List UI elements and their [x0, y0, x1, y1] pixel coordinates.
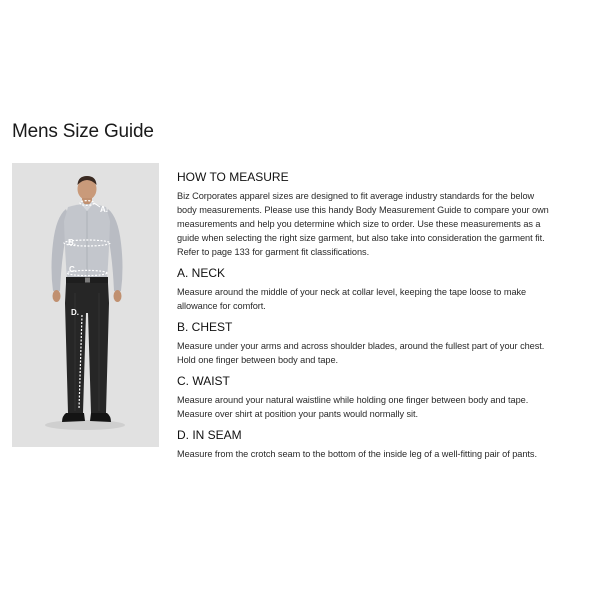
- marker-b: B.: [68, 238, 76, 247]
- section-heading: D. IN SEAM: [177, 428, 242, 442]
- model-trousers: [65, 283, 109, 413]
- section-heading: C. WAIST: [177, 374, 230, 388]
- model-illustration: [12, 163, 159, 447]
- belt-buckle: [85, 278, 90, 283]
- marker-a: A.: [100, 205, 108, 214]
- section-body: Measure around the middle of your neck at collar level, keeping the tape loose to make allowance for comfort.: [177, 287, 527, 311]
- section-in-seam: [177, 428, 549, 461]
- page-title: Mens Size Guide: [12, 121, 154, 142]
- section-body: Measure from the crotch seam to the bottom of the inside leg of a well-fitting pair of pants.: [177, 449, 537, 459]
- section-waist: [177, 374, 549, 421]
- marker-c: C.: [69, 265, 77, 274]
- section-heading: B. CHEST: [177, 320, 233, 334]
- section-chest: [177, 320, 549, 367]
- section-heading: A. NECK: [177, 266, 226, 280]
- section-how-to-measure: [177, 170, 549, 259]
- section-heading: HOW TO MEASURE: [177, 170, 289, 184]
- floor-shadow: [45, 420, 125, 430]
- model-left-shoe: [62, 413, 85, 422]
- model-left-hand: [53, 290, 61, 302]
- model-right-hand: [114, 290, 122, 302]
- section-body: Measure around your natural waistline while holding one finger between body and tape. Measure over shirt at position your pants would normally sit.: [177, 395, 529, 419]
- section-neck: [177, 266, 549, 313]
- model-measurement-figure: [12, 163, 159, 447]
- section-body: Biz Corporates apparel sizes are designed to fit average industry standards for the below body measurements. Please use this handy Body Measurement Guide to compare your own measurements and help you determine which size to order. Use these measurements as a guide when selecting the right size garment, but also take into consideration the garment fit. Refer to page 133 for garment fit classifications.: [177, 191, 549, 257]
- marker-d: D.: [71, 308, 79, 317]
- section-body: Measure under your arms and across shoulder blades, around the fullest part of your chest. Hold one finger between body and tape.: [177, 341, 545, 365]
- measurement-guide-content: [177, 170, 549, 468]
- model-right-shoe: [90, 413, 111, 422]
